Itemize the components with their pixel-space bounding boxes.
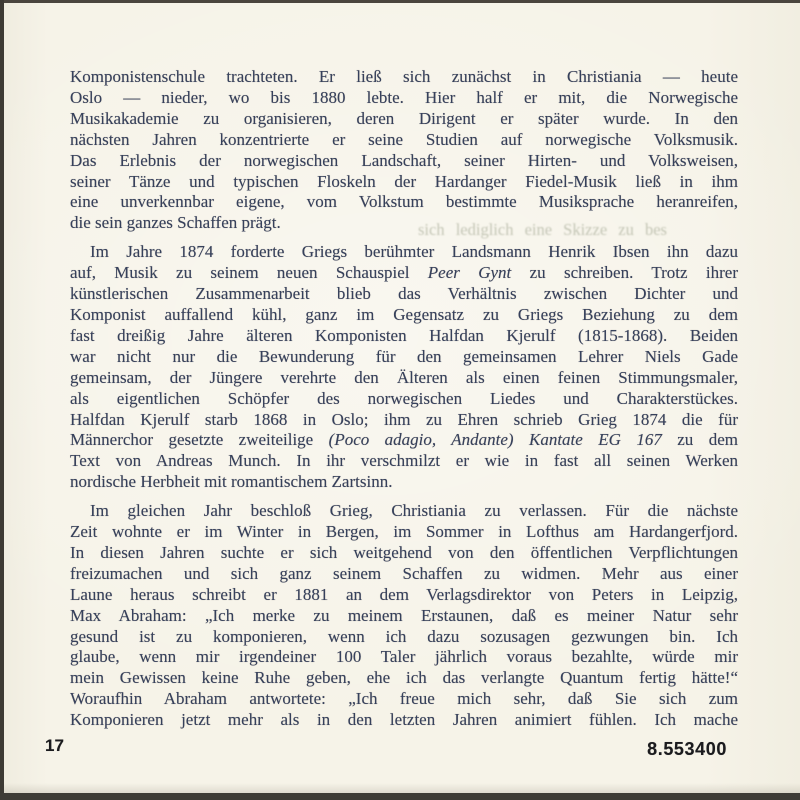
text-line: Oslo — nieder, wo bis 1880 lebte. Hier half er mit, die Norwegische: [70, 87, 738, 107]
text-line: glaube, wenn mir irgendeiner 100 Taler jährlich voraus bezahlte, würde mir: [70, 647, 738, 667]
text-line: gemeinsam, der Jüngere verehrte den Älteren als einen feinen Stimmungsmaler,: [70, 367, 738, 387]
text-line: Max Abraham: „Ich merke zu meinem Erstaunen, daß es meiner Natur sehr: [70, 605, 738, 625]
text-line: Komponieren jetzt mehr als in den letzten Jahren animiert fühlen. Ich mache: [70, 710, 738, 730]
paragraph: [70, 501, 738, 731]
text-line: Woraufhin Abraham antwortete: „Ich freue mich sehr, daß Sie sich zum: [70, 689, 738, 709]
text-line: mein Gewissen keine Ruhe geben, ehe ich das verlangte Quantum fertig hätte!“: [70, 668, 738, 688]
scan-edge-left: [0, 0, 4, 800]
page-number: 17: [45, 736, 64, 755]
text-line: Halfdan Kjerulf starb 1868 in Oslo; ihm zu Ehren schrieb Grieg 1874 die für: [70, 409, 738, 429]
text-line: In diesen Jahren suchte er sich weitgehend von den öffentlichen Verpflichtungen: [70, 542, 738, 562]
text-line: war nicht nur die Bewunderung für den gemeinsamen Lehrer Niels Gade: [70, 346, 738, 366]
text-line: die sein ganzes Schaffen prägt.: [70, 213, 281, 233]
text-line: Laune heraus schreibt er 1881 an dem Verlagsdirektor von Peters in Leipzig,: [70, 584, 738, 604]
scan-edge-bottom: [0, 793, 800, 800]
text-line: seiner Tänze und typischen Floskeln der Hardanger Fiedel-Musik ließ in ihm: [70, 171, 738, 191]
text-line: auf, Musik zu seinem neuen Schauspiel Peer Gynt zu schreiben. Trotz ihrer: [70, 263, 738, 283]
catalog-number: 8.553400: [647, 739, 727, 759]
text-line: Das Erlebnis der norwegischen Landschaft, seiner Hirten- und Volksweisen,: [70, 150, 738, 170]
text-line: Komponist auffallend kühl, ganz im Gegensatz zu Griegs Beziehung zu dem: [70, 304, 738, 324]
text-line: künstlerischen Zusammenarbeit blieb das Verhältnis zwischen Dichter und: [70, 284, 738, 304]
text-line: Text von Andreas Munch. In ihr verschmilzt er wie in fast all seinen Werken: [70, 451, 738, 471]
paragraph: [70, 242, 738, 493]
bleed-through-ghost-text: sich lediglich eine Skizze zu bes: [418, 220, 667, 239]
text-line: nordische Herbheit mit romantischem Zartsinn.: [70, 472, 393, 492]
scan-edge-top: [0, 0, 800, 3]
text-line: Männerchor gesetzte zweiteilige (Poco adagio, Andante) Kantate EG 167 zu dem: [70, 430, 738, 450]
paragraph: [70, 67, 738, 234]
text-line: Im gleichen Jahr beschloß Grieg, Christiania zu verlassen. Für die nächste: [90, 501, 738, 521]
text-line: eine unverkennbar eigene, vom Volkstum bestimmte Musiksprache heranreifen,: [70, 192, 738, 212]
text-line: Komponistenschule trachteten. Er ließ sich zunächst in Christiania — heute: [70, 67, 738, 86]
text-line: fast dreißig Jahre älteren Komponisten Halfdan Kjerulf (1815-1868). Beiden: [70, 325, 738, 345]
text-line: Zeit wohnte er im Winter in Bergen, im Sommer in Lofthus am Hardangerfjord.: [70, 522, 738, 542]
body-text: [70, 67, 738, 731]
text-line: freizumachen und sich ganz seinem Schaffen zu widmen. Mehr aus einer: [70, 563, 738, 583]
text-line: Musikakademie zu organisieren, deren Dirigent er später wurde. In den: [70, 108, 738, 128]
text-line: als eigentlichen Schöpfer des norwegischen Liedes und Charakterstückes.: [70, 388, 738, 408]
footer: [45, 736, 727, 760]
text-line: Im Jahre 1874 forderte Griegs berühmter Landsmann Henrik Ibsen ihn dazu: [90, 242, 738, 262]
text-line: nächsten Jahren konzentrierte er seine Studien auf norwegische Volksmusik.: [70, 129, 738, 149]
scan-edge-shadow: [0, 783, 800, 793]
text-line: gesund ist zu komponieren, wenn ich dazu sozusagen gezwungen bin. Ich: [70, 626, 738, 646]
